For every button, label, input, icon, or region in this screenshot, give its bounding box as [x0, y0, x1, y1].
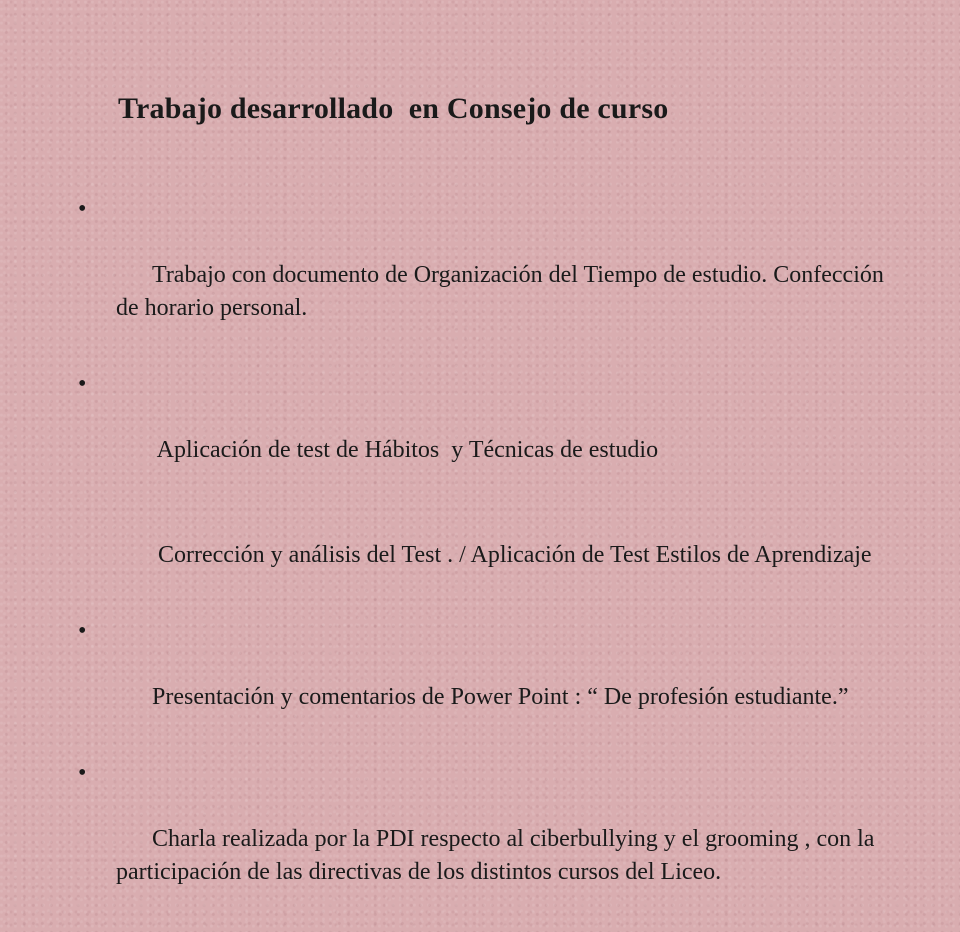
bullet-icon: •: [78, 760, 87, 786]
list-item-text: Aplicación de test de Hábitos y Técnicas de estudio: [152, 437, 659, 463]
slide-title: Trabajo desarrollado en Consejo de curso: [118, 92, 669, 125]
list-item: [78, 615, 908, 747]
list-item-continuation: [78, 506, 908, 605]
list-item-text: Corrección y análisis del Test . / Aplicación de Test Estilos de Aprendizaje: [152, 542, 872, 568]
bullet-icon: •: [78, 196, 87, 222]
list-item: [78, 757, 908, 922]
bullet-icon: •: [78, 618, 87, 644]
list-item: [78, 368, 908, 500]
bullet-list: [78, 193, 908, 932]
list-item-text: Trabajo con documento de Organización del Tiempo de estudio. Confección de horario personal.: [116, 262, 890, 321]
list-item-text: Charla realizada por la PDI respecto al ciberbullying y el grooming , con la participación de las directivas de los distintos cursos del Liceo.: [116, 826, 881, 885]
list-item: [78, 193, 908, 358]
list-item-text: Presentación y comentarios de Power Point : “ De profesión estudiante.”: [152, 684, 849, 710]
bullet-icon: •: [78, 371, 87, 397]
